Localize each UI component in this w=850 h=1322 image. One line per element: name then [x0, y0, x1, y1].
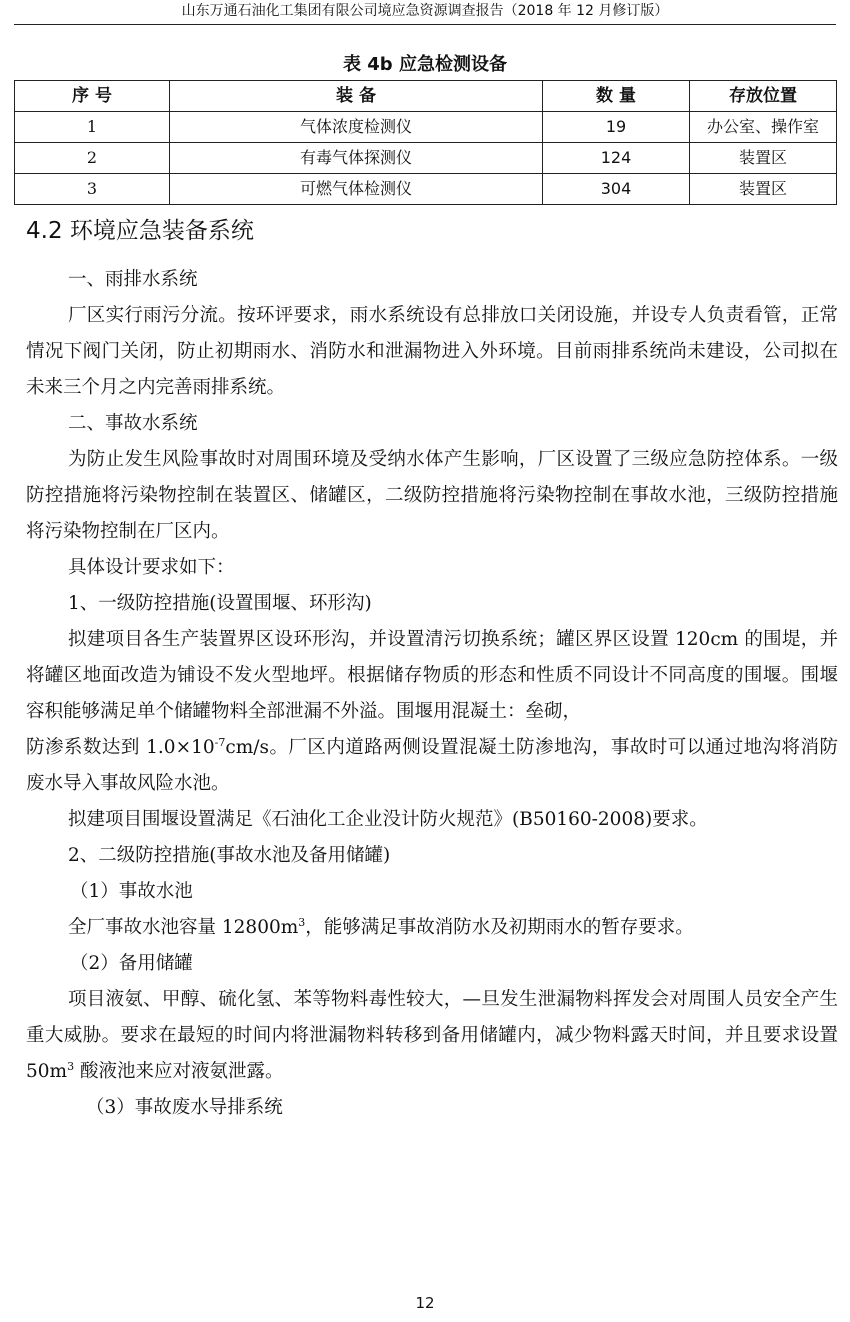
table-row: [15, 112, 837, 143]
section-heading: 4.2 环境应急装备系统: [26, 218, 254, 244]
paragraph: 具体设计要求如下：: [68, 557, 235, 578]
table-cell: 2: [15, 143, 170, 174]
subheading: 二、事故水系统: [68, 413, 198, 434]
paragraph: 为防止发生风险事故时对周围环境及受纳水体产生影响，厂区设置了三级应急防控体系。一级防控措施将污染物控制在装置区、储罐区，二级防控措施将污染物控制在事故水池，三级防控措施将污染物控制在厂区内。: [26, 449, 838, 542]
table-cell: 19: [543, 112, 690, 143]
header-rule: [14, 24, 836, 25]
paragraph: 拟建项目各生产装置界区设环形沟，并设置清污切换系统；罐区界区设置 120cm 的围堤，并将罐区地面改造为铺设不发火型地坪。根据储存物质的形态和性质不同设计不同高度的围堰。围堰容积能够满足单个储罐物料全部泄漏不外溢。围堰用混凝土：垒砌，: [26, 629, 838, 722]
table-caption: 表 4b 应急检测设备: [343, 54, 507, 75]
table-row: [15, 174, 837, 205]
column-header: 序 号: [15, 81, 170, 112]
paragraph: [26, 730, 838, 802]
column-header: 存放位置: [690, 81, 837, 112]
subheading: 一、雨排水系统: [68, 269, 198, 290]
paragraph: [26, 910, 838, 946]
page-header: 山东万通石油化工集团有限公司境应急资源调查报告（2018 年 12 月修订版）: [181, 3, 669, 19]
table-cell: 有毒气体探测仪: [170, 143, 543, 174]
table-cell: 3: [15, 174, 170, 205]
column-header: 装 备: [170, 81, 543, 112]
table-cell: 1: [15, 112, 170, 143]
subheading: 2、二级防控措施(事故水池及备用储罐): [68, 845, 391, 866]
superscript: 3: [298, 915, 306, 929]
text-run: 酸液池来应对液氨泄露。: [74, 1061, 284, 1082]
table-cell: 124: [543, 143, 690, 174]
table-row: [15, 143, 837, 174]
subheading: （1）事故水池: [70, 881, 193, 902]
subheading: 1、一级防控措施(设置围堰、环形沟): [68, 593, 372, 614]
text-run: 防渗系数达到 1.0×10: [26, 737, 215, 758]
table-cell: 办公室、操作室: [690, 112, 837, 143]
table-header-row: [15, 81, 837, 112]
paragraph: 厂区实行雨污分流。按环评要求，雨水系统设有总排放口关闭设施，并设专人负责看管，正常情况下阀门关闭，防止初期雨水、消防水和泄漏物进入外环境。目前雨排系统尚未建设，公司拟在未来三个月之内完善雨排系统。: [26, 305, 838, 398]
superscript: 3: [67, 1059, 75, 1073]
text-run: 全厂事故水池容量 12800m: [68, 917, 299, 938]
table-cell: 304: [543, 174, 690, 205]
body-text: [26, 262, 838, 1126]
page-number: 12: [415, 1294, 435, 1312]
subheading: （3）事故废水导排系统: [86, 1097, 283, 1118]
text-run: cm/s。厂区内道路两侧设置混凝土防渗地沟，事故时可以通过地沟将消防废水导入事故风险水池。: [26, 737, 838, 794]
paragraph: [26, 982, 838, 1090]
superscript: -7: [214, 735, 226, 749]
text-run: 项目液氨、甲醇、硫化氢、苯等物料毒性较大，—旦发生泄漏物料挥发会对周围人员安全产生重大威胁。要求在最短的时间内将泄漏物料转移到备用储罐内，减少物料露天时间，并且要求设置 50m: [26, 989, 838, 1082]
table-cell: 气体浓度检测仪: [170, 112, 543, 143]
table-cell: 可燃气体检测仪: [170, 174, 543, 205]
column-header: 数 量: [543, 81, 690, 112]
text-run: ，能够满足事故消防水及初期雨水的暂存要求。: [305, 917, 694, 938]
table-cell: 装置区: [690, 174, 837, 205]
table-cell: 装置区: [690, 143, 837, 174]
paragraph: 拟建项目围堰设置满足《石油化工企业没计防火规范》(B50160-2008)要求。: [68, 809, 708, 830]
equipment-table: [14, 80, 837, 205]
subheading: （2）备用储罐: [70, 953, 193, 974]
